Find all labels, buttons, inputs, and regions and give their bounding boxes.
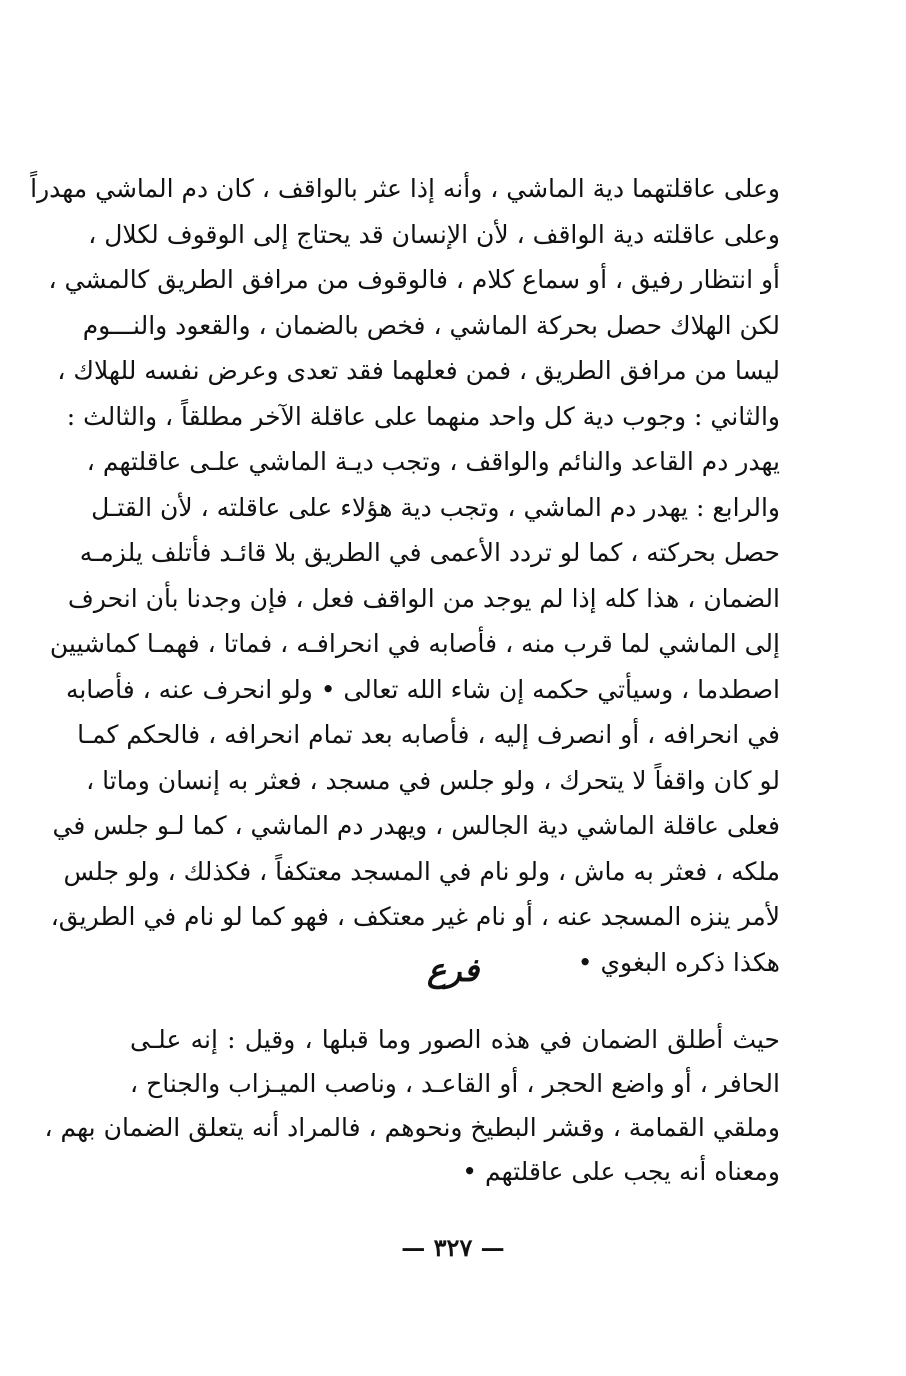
text-line: الضمان ، هذا كله إذا لم يوجد من الواقف فعل ، فإن وجدنا بأن انحرف <box>67 583 780 613</box>
text-line: ملكه ، فعثر به ماش ، ولو نام في المسجد معتكفاً ، فكذلك ، ولو جلس <box>63 856 780 886</box>
text-line: ليسا من مرافق الطريق ، فمن فعلهما فقد تعدى وعرض نفسه للهلاك ، <box>57 356 780 385</box>
text-line: إلى الماشي لما قرب منه ، فأصابه في انحرافـه ، فماتا ، فهمـا كماشيين <box>49 629 780 658</box>
text-line: وعلى عاقلتهما دية الماشي ، وأنه إذا عثر بالواقف ، كان دم الماشي مهدراً <box>30 174 780 203</box>
text-line: يهدر دم القاعد والنائم والواقف ، وتجب ديـة الماشي علـى عاقلتهم ، <box>86 447 780 476</box>
text-line: لو كان واقفاً لا يتحرك ، ولو جلس في مسجد ، فعثر به إنسان وماتا ، <box>86 765 780 795</box>
text-line: في انحرافه ، أو انصرف إليه ، فأصابه بعد تمام انحرافه ، فالحكم كمـا <box>77 720 780 749</box>
text-line: حصل بحركته ، كما لو تردد الأعمى في الطريق بلا قائـد فأتلف يلزمـه <box>79 538 780 567</box>
text-line: والرابع : يهدر دم الماشي ، وتجب دية هؤلاء على عاقلته ، لأن القتـل <box>91 492 780 522</box>
text-line: لأمر ينزه المسجد عنه ، أو نام غير معتكف ، فهو كما لو نام في الطريق، <box>50 902 780 931</box>
page-number: — ٣٢٧ — <box>401 1233 505 1262</box>
text-line-last: ومعناه أنه يجب على عاقلتهم • <box>462 1157 780 1186</box>
text-line: لكن الهلاك حصل بحركة الماشي ، فخص بالضمان ، والقعود والنـــوم <box>82 310 780 340</box>
body-paragraph-1 <box>30 166 780 985</box>
body-paragraph-2 <box>44 1018 780 1194</box>
text-line: وملقي القمامة ، وقشر البطيخ ونحوهم ، فالمراد أنه يتعلق الضمان بهم ، <box>44 1113 780 1142</box>
text-line: أو انتظار رفيق ، أو سماع كلام ، فالوقوف من مرافق الطريق كالمشي ، <box>48 265 780 294</box>
text-line-last: هكذا ذكره البغوي • <box>577 947 780 977</box>
text-line: وعلى عاقلته دية الواقف ، لأن الإنسان قد يحتاج إلى الوقوف لكلال ، <box>88 219 780 249</box>
text-line: والثاني : وجوب دية كل واحد منهما على عاقلة الآخر مطلقاً ، والثالث : <box>66 401 780 431</box>
text-line: اصطدما ، وسيأتي حكمه إن شاء الله تعالى • ولو انحرف عنه ، فأصابه <box>65 674 780 704</box>
text-line: حيث أطلق الضمان في هذه الصور وما قبلها ، وقيل : إنه علـى <box>130 1025 780 1054</box>
text-line: فعلى عاقلة الماشي دية الجالس ، ويهدر دم الماشي ، كما لـو جلس في <box>52 811 780 840</box>
section-heading: فرع <box>426 951 480 989</box>
text-line: الحافر ، أو واضع الحجر ، أو القاعـد ، وناصب الميـزاب والجناح ، <box>130 1069 780 1098</box>
